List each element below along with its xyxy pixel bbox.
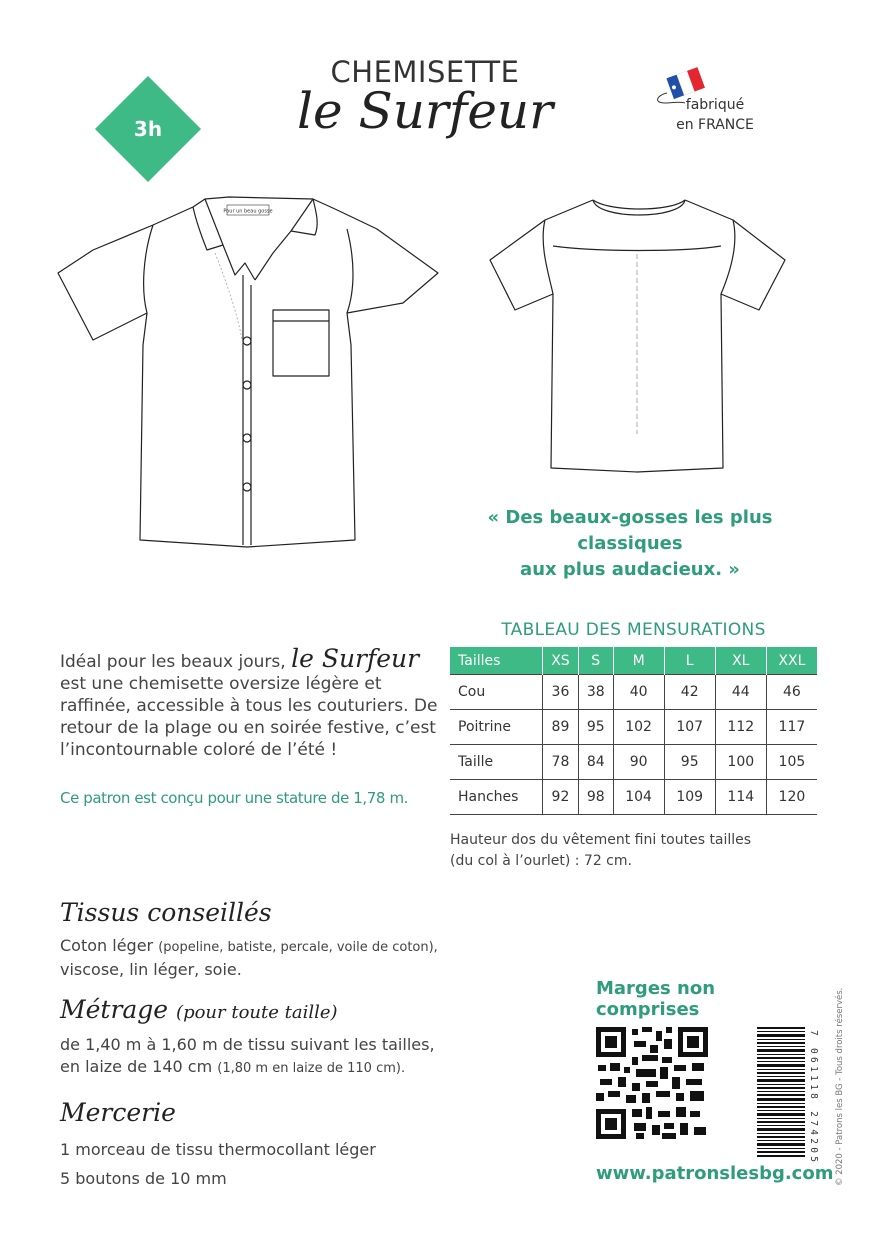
pattern-kicker: CHEMISETTE	[330, 55, 520, 89]
table-cell: 98	[578, 780, 613, 815]
table-cell: 36	[543, 675, 579, 710]
table-cell: 44	[715, 675, 766, 710]
yardage-line-2-detail: (1,80 m en laize de 110 cm).	[217, 1061, 406, 1076]
measurements-table	[450, 647, 817, 815]
notion-item: 1 morceau de tissu thermocollant léger	[60, 1140, 376, 1159]
barcode-number	[805, 1030, 825, 1166]
made-in-france-text	[650, 95, 780, 135]
table-cell: 105	[766, 745, 817, 780]
table-cell: Poitrine	[450, 710, 543, 745]
table-cell: 92	[543, 780, 579, 815]
seam-allowance-note: Marges non comprises	[596, 978, 716, 1020]
header-cell: M	[613, 647, 664, 675]
table-row	[450, 745, 817, 780]
table-cell: 84	[578, 745, 613, 780]
copyright-notice	[835, 976, 851, 1186]
height-note-line-1: Hauteur dos du vêtement fini toutes tailles	[450, 832, 752, 848]
yardage-text	[60, 1034, 530, 1080]
shirt-back-illustration	[485, 190, 795, 480]
collar-label-text: Pour un beau gosse	[223, 208, 273, 215]
fabrics-detail: (popeline, batiste, percale, voile de coton),	[158, 940, 438, 955]
table-header-row	[450, 647, 817, 675]
measurements-title: TABLEAU DES MENSURATIONS	[501, 620, 766, 640]
table-cell: 90	[613, 745, 664, 780]
fabrics-heading: Tissus conseillés	[60, 898, 272, 927]
yardage-line-2-main: en laize de 140 cm	[60, 1057, 213, 1076]
fabrics-text	[60, 935, 530, 981]
table-cell: 104	[613, 780, 664, 815]
table-cell: 112	[715, 710, 766, 745]
website-link[interactable]: www.patronslesbg.com	[596, 1163, 834, 1184]
table-cell: Taille	[450, 745, 543, 780]
time-label: 3h	[133, 117, 163, 141]
copyright-text: © 2020 - Patrons les BG - Tous droits réservés.	[835, 987, 845, 1186]
table-cell: 95	[664, 745, 715, 780]
intro-paragraph	[60, 644, 440, 761]
made-line-1: fabriqué	[685, 97, 745, 113]
fabrics-main: Coton léger	[60, 936, 154, 955]
table-cell: 78	[543, 745, 579, 780]
barcode-icon	[757, 1027, 805, 1157]
fabrics-line-2: viscose, lin léger, soie.	[60, 960, 242, 979]
table-cell: 40	[613, 675, 664, 710]
table-cell: 102	[613, 710, 664, 745]
table-cell: 120	[766, 780, 817, 815]
table-cell: 38	[578, 675, 613, 710]
yardage-heading-wrap	[60, 995, 338, 1024]
stature-note: Ce patron est conçu pour une stature de 1,78 m.	[60, 789, 409, 807]
height-note-line-2: (du col à l’ourlet) : 72 cm.	[450, 853, 632, 869]
intro-lead: Idéal pour les beaux jours,	[60, 652, 286, 672]
table-row	[450, 675, 817, 710]
quote-line-2: aux plus audacieux. »	[520, 559, 740, 580]
header-cell: S	[578, 647, 613, 675]
header-cell: XXL	[766, 647, 817, 675]
pattern-name: le Surfeur	[296, 82, 554, 140]
yardage-heading-note: (pour toute taille)	[176, 1002, 338, 1023]
table-row	[450, 780, 817, 815]
table-cell: 117	[766, 710, 817, 745]
yardage-line-1: de 1,40 m à 1,60 m de tissu suivant les tailles,	[60, 1035, 435, 1054]
table-cell: 42	[664, 675, 715, 710]
table-cell: 100	[715, 745, 766, 780]
table-cell: 46	[766, 675, 817, 710]
header-cell: XL	[715, 647, 766, 675]
table-cell: 89	[543, 710, 579, 745]
quote-line-1: « Des beaux-gosses les plus classiques	[487, 507, 773, 554]
tagline-quote	[440, 505, 820, 583]
header-cell: L	[664, 647, 715, 675]
shirt-front-illustration	[55, 195, 445, 555]
table-cell: 107	[664, 710, 715, 745]
notions-heading: Mercerie	[60, 1098, 176, 1127]
table-cell: Cou	[450, 675, 543, 710]
made-line-2: en FRANCE	[676, 117, 754, 133]
table-cell: Hanches	[450, 780, 543, 815]
header-cell: XS	[543, 647, 579, 675]
intro-body: est une chemisette oversize légère et raffinée, accessible à tous les couturiers. De retour de la plage ou en soirée festive, c’est l’incontournable coloré de l’été !	[60, 674, 438, 760]
table-cell: 95	[578, 710, 613, 745]
intro-pattern-name: le Surfeur	[291, 644, 420, 673]
table-cell: 114	[715, 780, 766, 815]
header-cell: Tailles	[450, 647, 543, 675]
barcode-digits: 7 061118 274205	[808, 1030, 819, 1166]
notions-list	[60, 1135, 530, 1193]
notion-item: 5 boutons de 10 mm	[60, 1169, 227, 1188]
qr-code-icon	[596, 1027, 708, 1139]
garment-height-note	[450, 830, 830, 872]
yardage-heading: Métrage	[60, 995, 169, 1024]
table-cell: 109	[664, 780, 715, 815]
table-row	[450, 710, 817, 745]
